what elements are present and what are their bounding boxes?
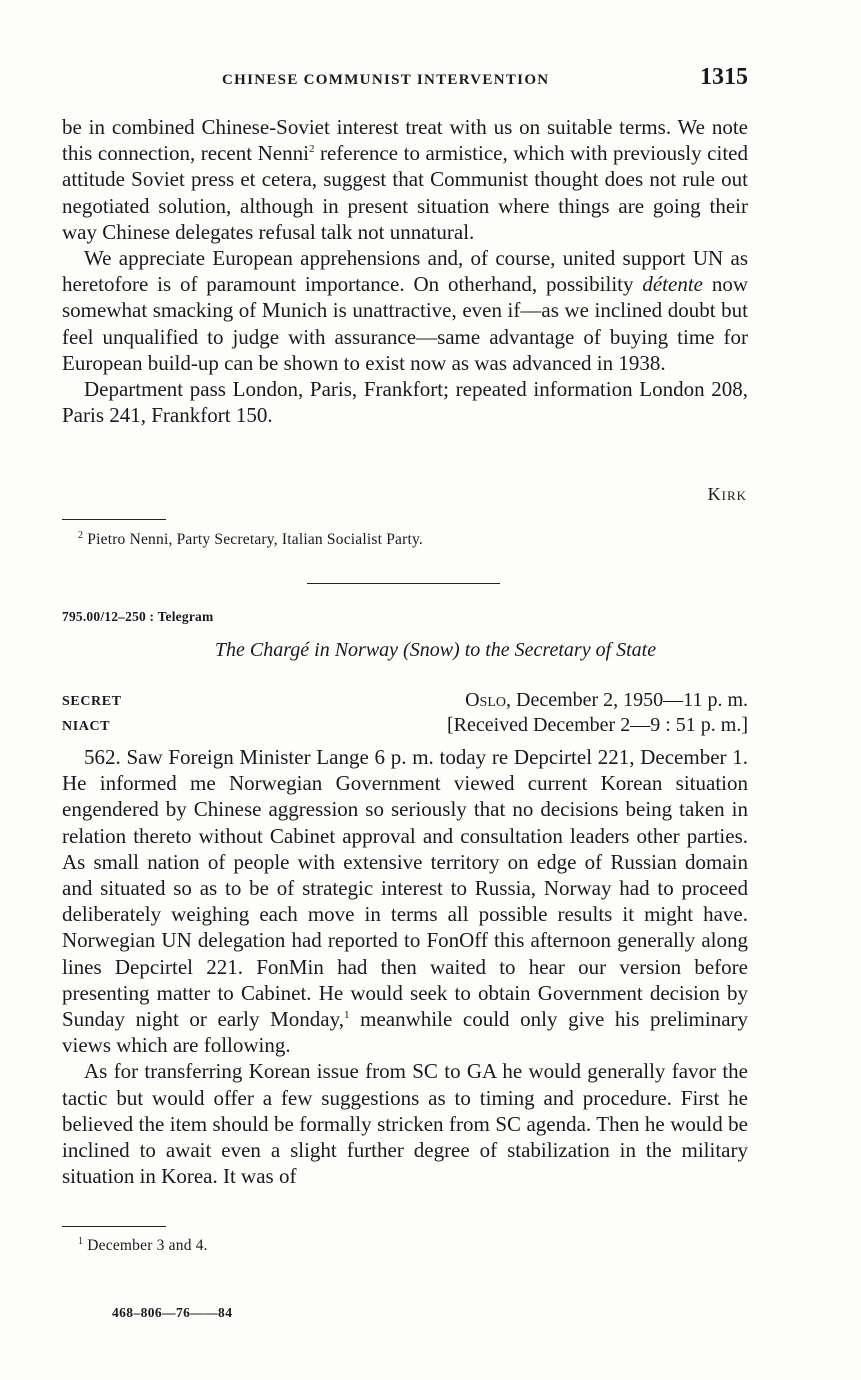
dateline: Oslo, December 2, 1950—11 p. m. xyxy=(465,689,748,711)
section-divider xyxy=(307,583,500,584)
page-number: 1315 xyxy=(700,64,748,90)
paragraph: Department pass London, Paris, Frankfort; repeated information London 208, Paris 241, Frankfort 150. xyxy=(62,377,748,428)
footnote-text: December 3 and 4. xyxy=(87,1237,208,1254)
footnote-marker: 2 xyxy=(78,529,84,541)
document-title: The Chargé in Norway (Snow) to the Secretary of State xyxy=(214,639,657,661)
telegram-text xyxy=(62,744,748,1189)
paragraph: be in combined Chinese-Soviet interest treat with us on suitable terms. We note this connection, recent Nenni$^2$ reference to armistice, which with previously cited attitude Soviet press et cetera, suggest that Communist thought does not rule out negotiated solution, although in present situation where things are going their way Chinese delegates refusal talk not unnatural. xyxy=(62,115,748,244)
footnote-text: Pietro Nenni, Party Secretary, Italian Socialist Party. xyxy=(87,531,423,548)
footnote-divider xyxy=(62,519,166,520)
received-line: [Received December 2—9 : 51 p. m.] xyxy=(446,714,748,736)
footnote xyxy=(78,1237,208,1255)
meta-row-received xyxy=(62,714,748,740)
paragraph: We appreciate European apprehensions and, of course, united support UN as heretofore is of paramount importance. On otherhand, possibility détente now somewhat smacking of Munich is unattractive, even if—as we inclined doubt but feel unqualified to judge with assurance—same advantage of buying time for European build-up can be shown to exist now as was advanced in 1938. xyxy=(62,246,748,375)
meta-row-dateline xyxy=(62,689,748,715)
classification: SECRET xyxy=(62,694,122,709)
footnote-ref: 2 xyxy=(308,143,315,156)
footnote xyxy=(78,531,423,549)
running-title: CHINESE COMMUNIST INTERVENTION xyxy=(222,72,550,88)
signature: Kirk xyxy=(707,484,747,504)
running-head xyxy=(62,64,748,96)
top-section-text xyxy=(62,114,748,428)
precedence: NIACT xyxy=(62,719,111,734)
footnote-marker: 1 xyxy=(78,1235,84,1247)
footnote-divider xyxy=(62,1226,166,1227)
paragraph: As for transferring Korean issue from SC to GA he would generally favor the tactic but would offer a few suggestions as to timing and procedure. First he believed the item should be formally stricken from SC agenda. Then he would be inclined to await even a slight further degree of stabilization in the military situation in Korea. It was of xyxy=(62,1059,748,1189)
print-code: 468–806—76——84 xyxy=(112,1305,233,1320)
file-reference: 795.00/12–250 : Telegram xyxy=(62,609,214,624)
paragraph: 562. Saw Foreign Minister Lange 6 p. m. today re Depcirtel 221, December 1. He informed me Norwegian Government viewed current Korean situation engendered by Chinese aggression so seriously that no decisions being taken in relation thereto without Cabinet approval and consultation leaders other parties. As small nation of people with extensive territory on edge of Russian domain and situated so as to be of strategic interest to Russia, Norway had to proceed deliberately weighing each move in terms all possible results it might have. Norwegian UN delegation had reported to FonOff this afternoon generally along lines Depcirtel 221. FonMin had then waited to hear our version before presenting matter to Cabinet. He would seek to obtain Government decision by Sunday night or early Monday,$^1$ meanwhile could only give his preliminary views which are following. xyxy=(62,745,749,1058)
footnote-ref: 1 xyxy=(344,1009,350,1022)
